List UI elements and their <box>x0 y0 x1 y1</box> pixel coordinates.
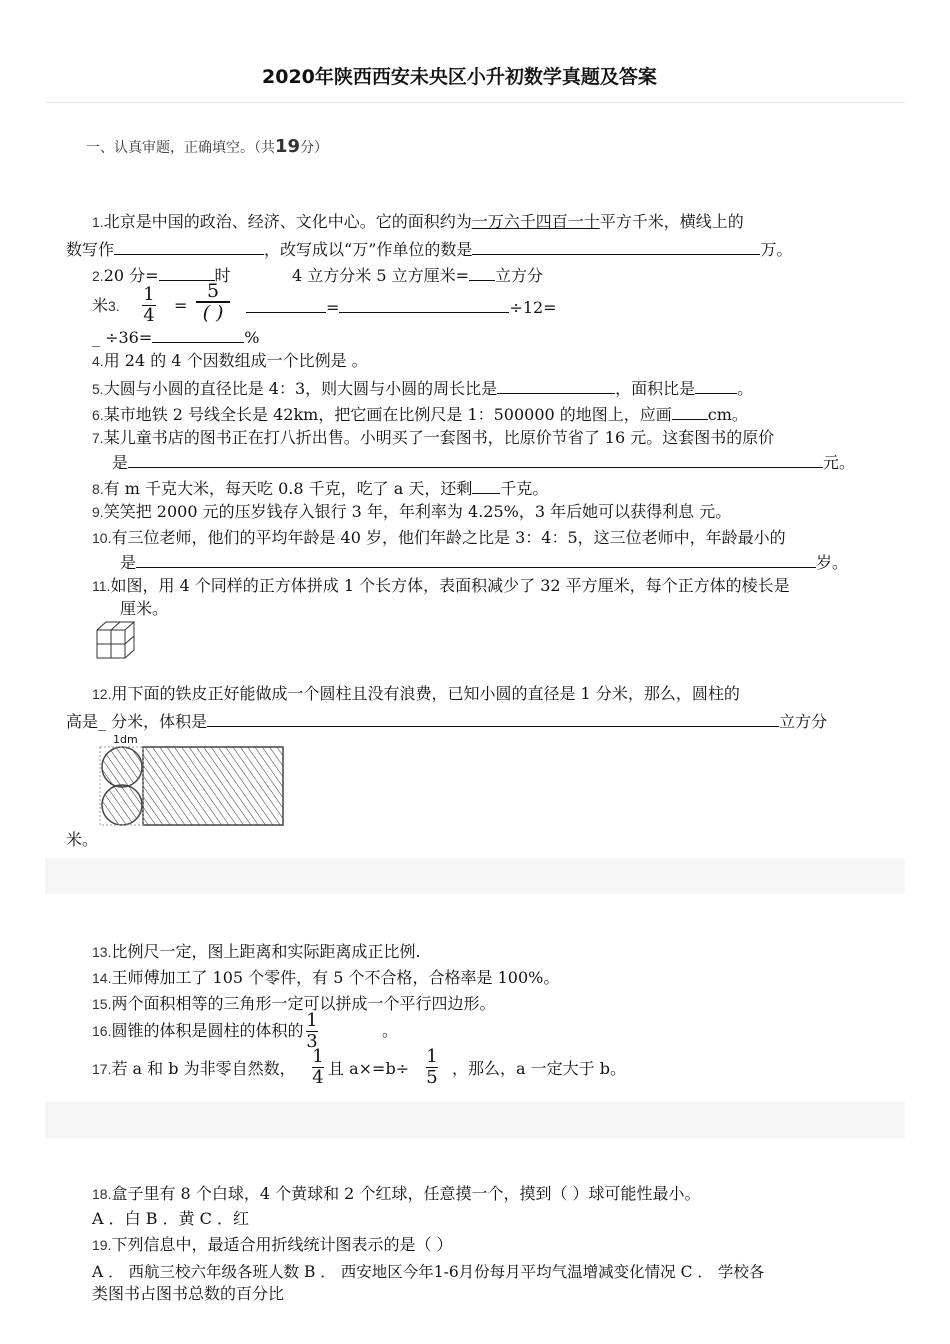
question-1: 1.北京是中国的政治、经济、文化中心。它的面积约为一万六千四百一十平方千米，横线上的 <box>92 212 744 231</box>
section-band-2 <box>45 1102 905 1138</box>
question-3-line2: _ ÷36= % <box>92 328 260 347</box>
question-12-line2: 高是_ 分米，体积是 立方分 <box>66 712 828 731</box>
section-heading-fill-blank: 一、认真审题，正确填空。（共19分） <box>86 136 329 157</box>
question-16: 16.圆锥的体积是圆柱的体积的 <box>92 1021 304 1040</box>
question-5: 5.大圆与小圆的直径比是 4：3，则大圆与小圆的周长比是 ，面积比是 。 <box>92 379 754 398</box>
question-2: 2.20 分= 时 <box>92 266 231 285</box>
question-19-options: A ． 西航三校六年级各班人数 B ． 西安地区今年1-6月份每月平均气温增减变化情况 C ． 学校各 <box>92 1263 765 1281</box>
question-2-part2: 4 立方分米 5 立方厘米= 立方分 <box>292 266 544 285</box>
fraction-one-fifth: 1 5 <box>426 1046 438 1088</box>
cube-figure <box>96 620 138 660</box>
equals-sign: = <box>174 296 188 315</box>
question-7-line2: 是 元。 <box>112 453 856 472</box>
question-12: 12.用下面的铁皮正好能做成一个圆柱且没有浪费，已知小圆的直径是 1 分米，那么，圆柱的 <box>92 684 740 703</box>
question-4: 4.用 24 的 4 个因数组成一个比例是 。 <box>92 351 368 370</box>
question-17-mid: 且 a×=b÷ <box>328 1059 410 1078</box>
question-1-line2: 数写作 ，改写成以“万”作单位的数是 万。 <box>66 240 793 259</box>
cylinder-sheet-figure <box>99 734 285 826</box>
figure-label-1dm: 1dm <box>113 733 138 746</box>
question-14: 14.王师傅加工了 105 个零件，有 5 个不合格，合格率是 100%。 <box>92 968 560 987</box>
fraction-one-third: 1 3 <box>306 1010 318 1052</box>
fraction-five-over-blank: 5 ( ) <box>196 282 230 322</box>
page-title: 2020年陕西西安未央区小升初数学真题及答案 <box>262 66 657 88</box>
question-15: 15.两个面积相等的三角形一定可以拼成一个平行四边形。 <box>92 994 496 1013</box>
question-18: 18.盒子里有 8 个白球，4 个黄球和 2 个红球，任意摸一个，摸到（ ）球可能性最小。 <box>92 1184 701 1203</box>
fraction-one-quarter: 1 4 <box>143 284 155 326</box>
question-17-tail: ，那么，a 一定大于 b。 <box>452 1059 626 1078</box>
question-18-options: A ．白 B ．黄 C ．红 <box>92 1209 249 1228</box>
question-10: 10.有三位老师，他们的平均年龄是 40 岁，他们年龄之比是 3：4：5，这三位老师中，年龄最小的 <box>92 528 786 547</box>
question-11-line2: 厘米。 <box>120 599 169 618</box>
question-2-unit-tail: 米3. <box>92 296 120 315</box>
question-19: 19.下列信息中，最适合用折线统计图表示的是（ ） <box>92 1235 453 1254</box>
question-6: 6.某市地铁 2 号线全长是 42km，把它画在比例尺是 1：500000 的地图上，应画 cm。 <box>92 405 748 424</box>
question-7: 7.某儿童书店的图书正在打八折出售。小明买了一套图书，比原价节省了 16 元。这套图书的原价 <box>92 428 775 447</box>
question-19-options-line2: 类图书占图书总数的百分比 <box>92 1284 285 1303</box>
question-11: 11.如图，用 4 个同样的正方体拼成 1 个长方体，表面积减少了 32 平方厘米，每个正方体的棱长是 <box>92 576 790 595</box>
question-13: 13.比例尺一定，图上距离和实际距离成正比例. <box>92 942 421 961</box>
question-12-unit-tail: 米。 <box>66 830 99 849</box>
question-17: 17.若 a 和 b 为非零自然数， <box>92 1059 296 1078</box>
section-band-1 <box>45 858 905 894</box>
question-10-line2: 是 岁。 <box>120 553 849 572</box>
title-divider <box>45 102 905 103</box>
question-9: 9.笑笑把 2000 元的压岁钱存入银行 3 年，年利率为 4.25%，3 年后她可以获得利息 元。 <box>92 502 732 521</box>
fraction-one-quarter-b: 1 4 <box>312 1046 324 1088</box>
question-3-blanks: = ÷12= <box>246 296 557 318</box>
question-8: 8.有 m 千克大米，每天吃 0.8 千克，吃了 a 天，还剩 千克。 <box>92 479 549 498</box>
question-16-tail: 。 <box>382 1021 399 1040</box>
